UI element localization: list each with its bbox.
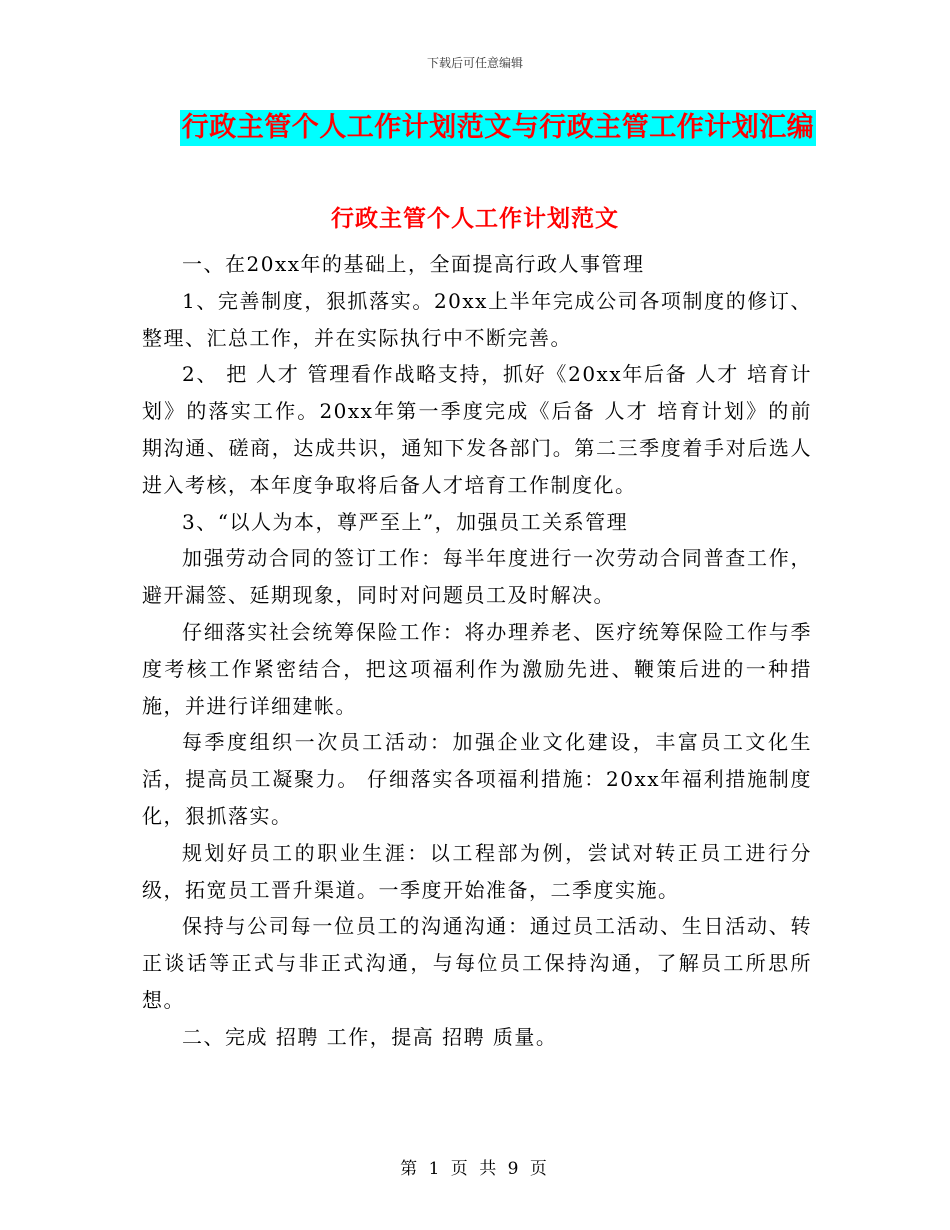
paragraph-7: 每季度组织一次员工活动：加强企业文化建设，丰富员工文化生活，提高员工凝聚力。 仔细落实各项福利措施：20xx年福利措施制度化，狠抓落实。 [142, 730, 812, 828]
paragraph-8: 规划好员工的职业生涯：以工程部为例，尝试对转正员工进行分级，拓宽员工晋升渠道。一季度开始准备，二季度实施。 [142, 840, 812, 902]
paragraph-2: 1、完善制度，狠抓落实。20xx上半年完成公司各项制度的修订、整理、汇总工作，并在实际执行中不断完善。 [142, 288, 812, 350]
document-body [142, 246, 812, 1056]
paragraph-10: 二、完成 招聘 工作，提高 招聘 质量。 [182, 1024, 558, 1049]
paragraph-5: 加强劳动合同的签订工作：每半年度进行一次劳动合同普查工作，避开漏签、延期现象，同时对问题员工及时解决。 [142, 546, 812, 608]
section-title: 行政主管个人工作计划范文 [331, 206, 619, 232]
paragraph-4: 3、“以人为本，尊严至上”，加强员工关系管理 [182, 509, 629, 534]
document-title-container [0, 110, 950, 146]
paragraph-3: 2、 把 人才 管理看作战略支持，抓好《20xx年后备 人才 培育计划》的落实工作。20xx年第一季度完成《后备 人才 培育计划》的前期沟通、磋商，达成共识，通知下发各部门。第二三季度着手对后选人进入考核，本年度争取将后备人才培育工作制度化。 [142, 362, 812, 497]
document-title: 行政主管个人工作计划范文与行政主管工作计划汇编 [180, 110, 817, 146]
paragraph-6: 仔细落实社会统筹保险工作：将办理养老、医疗统筹保险工作与季度考核工作紧密结合，把这项福利作为激励先进、鞭策后进的一种措施，并进行详细建帐。 [142, 619, 812, 718]
paragraph-1: 一、在20xx年的基础上，全面提高行政人事管理 [182, 252, 645, 276]
paragraph-9: 保持与公司每一位员工的沟通沟通：通过员工活动、生日活动、转正谈话等正式与非正式沟通，与每位员工保持沟通，了解员工所思所想。 [142, 914, 812, 1012]
page-header-note: 下载后可任意编辑 [426, 56, 523, 70]
page-footer: 第 1 页 共 9 页 [400, 1159, 550, 1179]
